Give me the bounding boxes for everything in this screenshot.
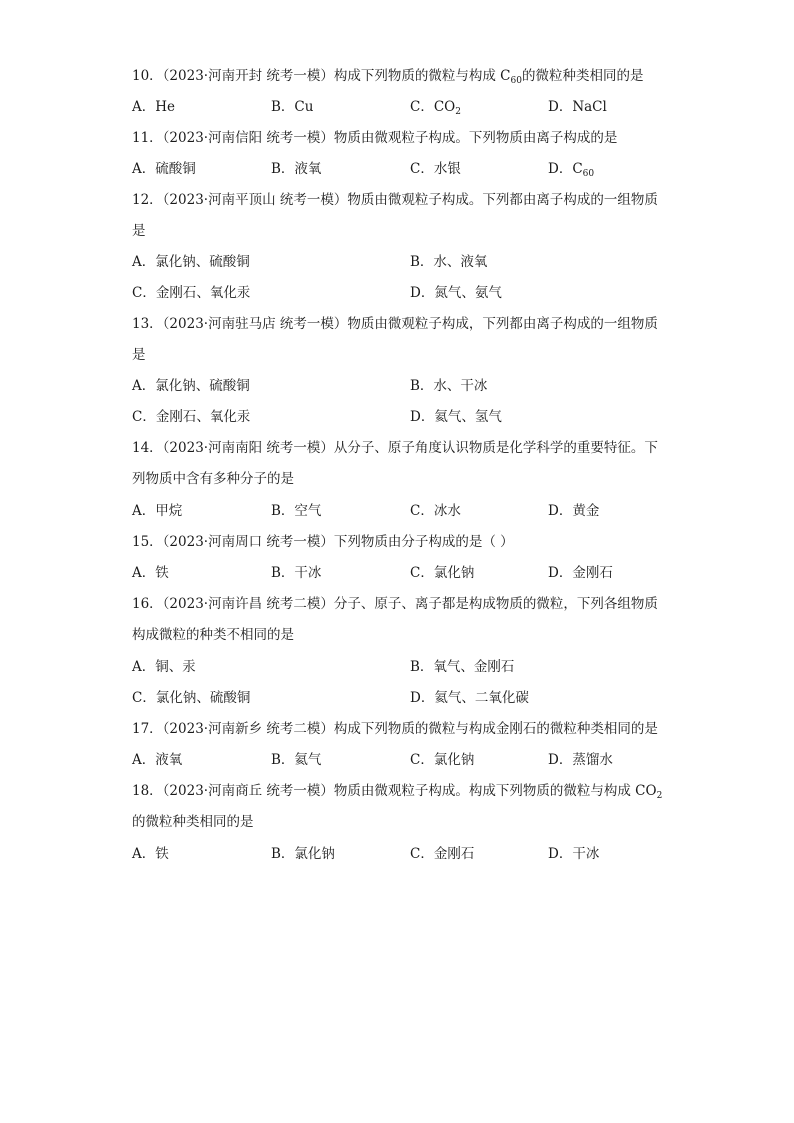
option-b[interactable]: B．氦气 bbox=[271, 752, 322, 768]
option-b[interactable]: B．水、液氧 bbox=[410, 254, 488, 270]
question-13-cont: 是 bbox=[132, 347, 146, 363]
option-d[interactable]: D．干冰 bbox=[548, 846, 600, 862]
option-c[interactable]: C．金刚石、氧化汞 bbox=[132, 409, 251, 425]
option-b[interactable]: B．空气 bbox=[271, 503, 322, 519]
option-a[interactable]: A．铁 bbox=[132, 565, 169, 581]
option-b[interactable]: B．氯化钠 bbox=[271, 846, 335, 862]
question-16-cont: 构成微粒的种类不相同的是 bbox=[132, 627, 294, 643]
question-12: 12．（2023·河南平顶山 统考一模）物质由微观粒子构成。下列都由离子构成的一组物质 bbox=[132, 192, 658, 208]
option-a[interactable]: A．铁 bbox=[132, 846, 169, 862]
option-d[interactable]: D．蒸馏水 bbox=[548, 752, 613, 768]
option-a[interactable]: A．甲烷 bbox=[132, 503, 183, 519]
question-11: 11．（2023·河南信阳 统考一模）物质由微观粒子构成。下列物质由离子构成的是 bbox=[132, 130, 618, 146]
option-b[interactable]: B．液氧 bbox=[271, 161, 322, 177]
option-d[interactable]: D．氦气、二氧化碳 bbox=[410, 690, 529, 706]
option-a[interactable]: A．铜、汞 bbox=[132, 659, 196, 675]
option-a[interactable]: A．He bbox=[132, 99, 176, 115]
option-a[interactable]: A．氯化钠、硫酸铜 bbox=[132, 378, 250, 394]
option-a[interactable]: A．硫酸铜 bbox=[132, 161, 196, 177]
question-14: 14．（2023·河南南阳 统考一模）从分子、原子角度认识物质是化学科学的重要特征。下 bbox=[132, 440, 658, 456]
question-12-cont: 是 bbox=[132, 223, 146, 239]
option-d[interactable]: D．黄金 bbox=[548, 503, 600, 519]
option-d[interactable]: D．NaCl bbox=[548, 99, 607, 115]
option-a[interactable]: A．液氧 bbox=[132, 752, 183, 768]
option-d[interactable]: D．金刚石 bbox=[548, 565, 613, 581]
option-b[interactable]: B．干冰 bbox=[271, 565, 322, 581]
option-a[interactable]: A．氯化钠、硫酸铜 bbox=[132, 254, 250, 270]
question-16: 16．（2023·河南许昌 统考二模）分子、原子、离子都是构成物质的微粒，下列各组物质 bbox=[132, 596, 658, 612]
option-c[interactable]: C．冰水 bbox=[410, 503, 461, 519]
question-14-cont: 列物质中含有多种分子的是 bbox=[132, 471, 294, 487]
option-b[interactable]: B．水、干冰 bbox=[410, 378, 488, 394]
question-17: 17．（2023·河南新乡 统考二模）构成下列物质的微粒与构成金刚石的微粒种类相同的是 bbox=[132, 721, 658, 737]
option-d[interactable]: D．$C_{60}$ bbox=[548, 161, 595, 179]
option-d[interactable]: D．氦气、氢气 bbox=[410, 409, 502, 425]
option-c[interactable]: C．水银 bbox=[410, 161, 461, 177]
option-b[interactable]: B．Cu bbox=[271, 99, 314, 115]
question-15: 15．（2023·河南周口 统考一模）下列物质由分子构成的是（ ） bbox=[132, 534, 514, 550]
option-c[interactable]: C．氯化钠 bbox=[410, 752, 475, 768]
question-10: 10．（2023·河南开封 统考一模）构成下列物质的微粒与构成 $C_{60}$的微粒种类相同的是 bbox=[132, 68, 644, 86]
option-b[interactable]: B．氧气、金刚石 bbox=[410, 659, 515, 675]
option-c[interactable]: C．金刚石 bbox=[410, 846, 475, 862]
question-18-cont: 的微粒种类相同的是 bbox=[132, 814, 254, 830]
question-13: 13．（2023·河南驻马店 统考一模）物质由微观粒子构成，下列都由离子构成的一组物质 bbox=[132, 316, 658, 332]
option-c[interactable]: C．氯化钠 bbox=[410, 565, 475, 581]
option-c[interactable]: C．$CO_2$ bbox=[410, 99, 461, 117]
option-d[interactable]: D．氮气、氨气 bbox=[410, 285, 502, 301]
question-18: 18．（2023·河南商丘 统考一模）物质由微观粒子构成。构成下列物质的微粒与构成 $CO_2$ bbox=[132, 783, 663, 801]
option-c[interactable]: C．金刚石、氧化汞 bbox=[132, 285, 251, 301]
option-c[interactable]: C．氯化钠、硫酸铜 bbox=[132, 690, 251, 706]
